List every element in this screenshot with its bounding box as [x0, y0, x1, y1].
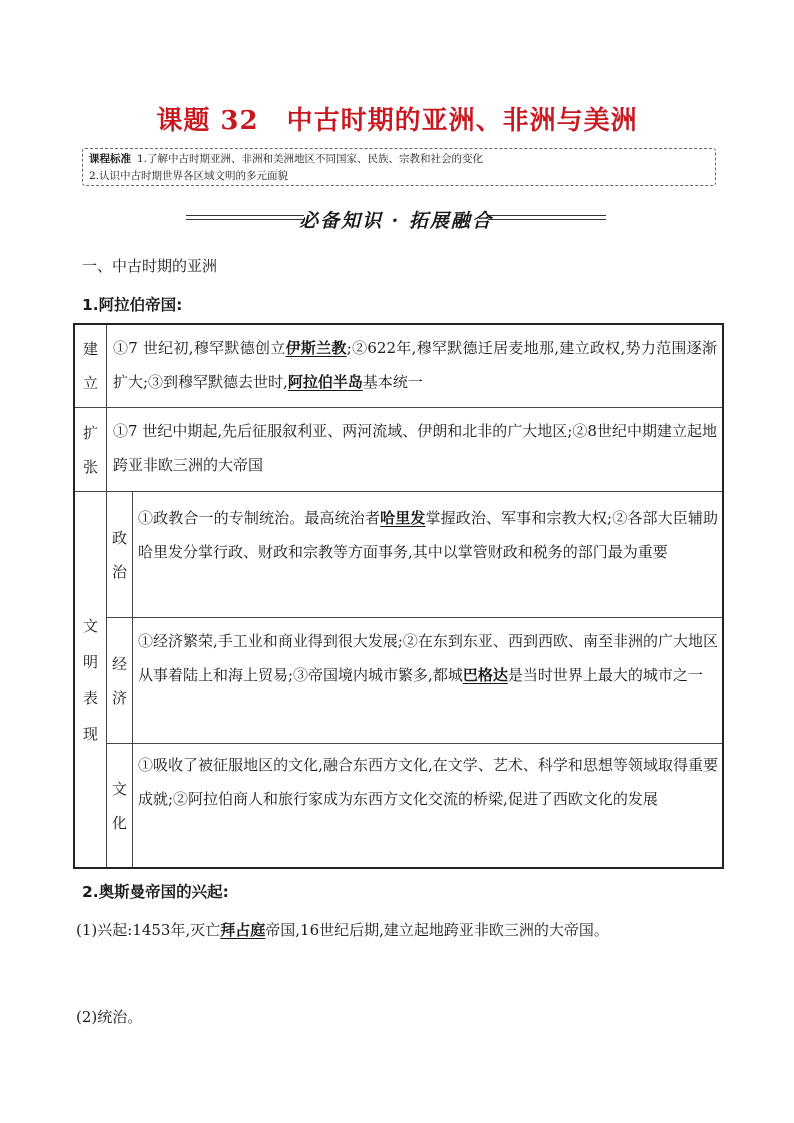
- text-culture: ①吸收了被征服地区的文化,融合东西方文化,在文学、艺术、科学和思想等领域取得重要成就;②阿拉伯商人和旅行家成为东西方文化交流的桥梁,促进了西欧文化的发展: [138, 756, 718, 808]
- row-divider-4: [106, 743, 722, 744]
- row-text-establish: ①7 世纪初,穆罕默德创立伊斯兰教;②622年,穆罕默德迁居麦地那,建立政权,势力范围逐渐扩大;③到穆罕默德去世时,阿拉伯半岛基本统一: [113, 339, 717, 391]
- banner-text: 必备知识 · 拓展融合: [299, 210, 493, 232]
- row-label-expand: 扩 张: [82, 423, 98, 476]
- curriculum-standards-box: [82, 148, 716, 186]
- row-label-establish: 建 立: [82, 340, 98, 392]
- subheading-arab-empire: 1.阿拉伯帝国:: [82, 296, 183, 314]
- col-divider-2: [132, 491, 133, 867]
- row-divider-3: [106, 617, 722, 618]
- sub-label-politics: 政 治: [111, 528, 127, 581]
- standard-item-1: 1.了解中古时期亚洲、非洲和美洲地区不同国家、民族、宗教和社会的变化: [137, 153, 484, 165]
- row-text-expand: ①7 世纪中期起,先后征服叙利亚、两河流域、伊朗和北非的广大地区;②8世纪中期建立起地跨亚非欧三洲的大帝国: [113, 422, 717, 474]
- arab-empire-table: [73, 323, 724, 869]
- row-divider-1: [75, 407, 722, 408]
- text-politics: ①政教合一的专制统治。最高统治者哈里发掌握政治、军事和宗教大权;②各部大臣辅助哈里发分掌行政、财政和宗教等方面事务,其中以掌管财政和税务的部门最为重要: [138, 509, 718, 561]
- term-arabian-peninsula: 阿拉伯半岛: [287, 373, 363, 391]
- subheading-ottoman-empire: 2.奥斯曼帝国的兴起:: [82, 883, 229, 901]
- row-label-civilization: 文 明 表 现: [82, 616, 98, 743]
- term-caliph: 哈里发: [380, 509, 426, 527]
- row-divider-2: [75, 491, 722, 492]
- lesson-number: 课题 32: [156, 106, 259, 136]
- lesson-title: 中古时期的亚洲、非洲与美洲: [286, 106, 638, 136]
- standard-item-2: 2.认识中古时期世界各区域文明的多元面貌: [89, 170, 289, 182]
- sub-label-economy: 经 济: [111, 654, 127, 707]
- text-economy: ①经济繁荣,手工业和商业得到很大发展;②在东到东亚、西到西欧、南至非洲的广大地区从事着陆上和海上贸易;③帝国境内城市繁多,都城巴格达是当时世界上最大的城市之一: [138, 632, 718, 684]
- section-banner: [186, 206, 606, 232]
- page-title: [0, 100, 794, 137]
- term-baghdad: 巴格达: [462, 666, 508, 684]
- term-islam: 伊斯兰教: [285, 339, 347, 357]
- standards-label: 课程标准: [89, 153, 131, 165]
- paragraph-rule: (2)统治。: [76, 1008, 143, 1026]
- section-heading: 一、中古时期的亚洲: [82, 257, 218, 275]
- paragraph-rise: (1)兴起:1453年,灭亡拜占庭帝国,16世纪后期,建立起地跨亚非欧三洲的大帝国。: [76, 921, 609, 939]
- sub-label-culture: 文 化: [111, 779, 127, 832]
- term-byzantine: 拜占庭: [220, 921, 266, 939]
